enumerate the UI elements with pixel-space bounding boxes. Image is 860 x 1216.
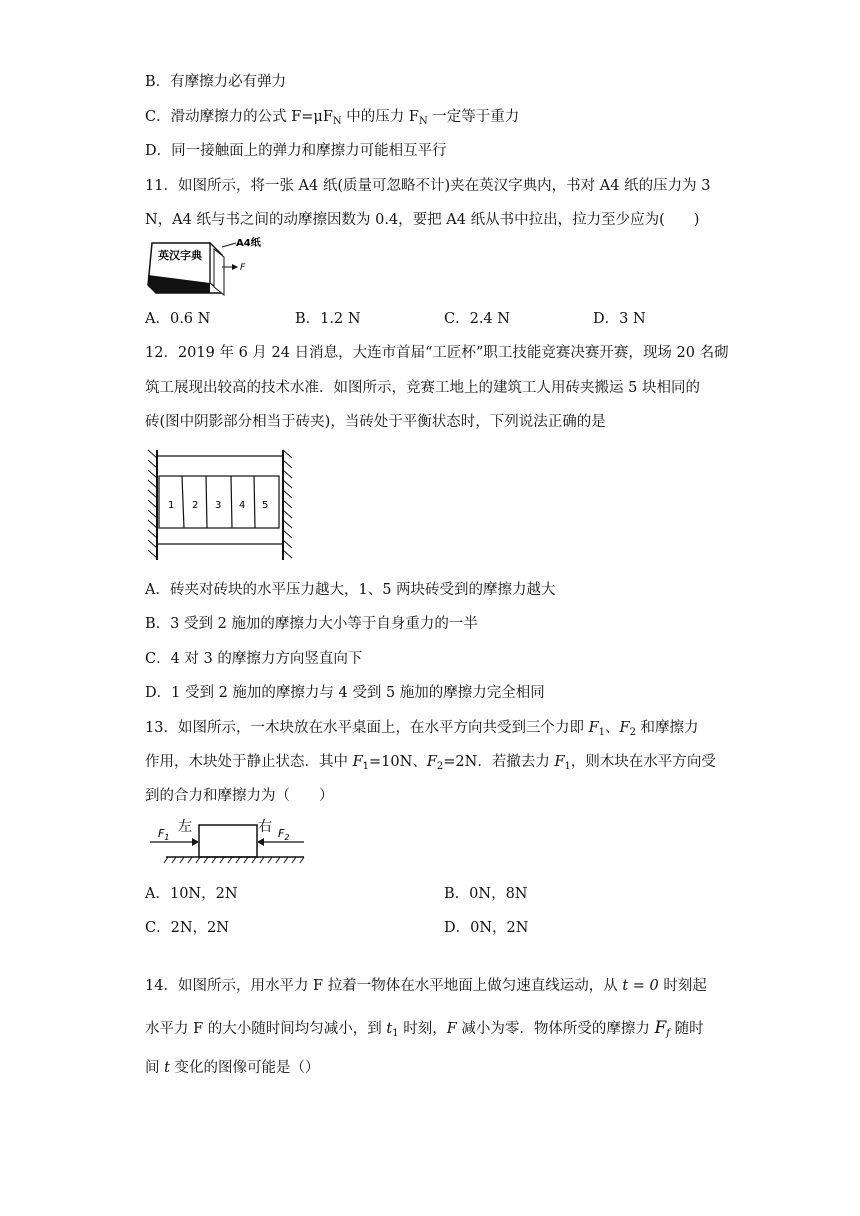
option-b-prev: B．有摩擦力必有弹力 [145, 74, 287, 90]
brick-label-4: 4 [239, 500, 246, 511]
brick-label-2: 2 [192, 500, 199, 511]
q13-f1-label: $F_1$ [158, 827, 170, 842]
q13-option-b[interactable]: B．0N，8N [444, 886, 528, 902]
brick-label-1: 1 [168, 500, 175, 511]
q11-option-a[interactable]: A．0.6 N [145, 311, 211, 327]
q11-force-label: F [240, 263, 246, 273]
q14-line3: 间 t 变化的图像可能是（） [145, 1060, 320, 1076]
q14-line2: 水平力 F 的大小随时间均匀减小，到 $t_1$ 时刻，F 减小为零．物体所受的摩擦力 $F_f$ 随时 [145, 1018, 704, 1039]
q11-option-b[interactable]: B．1.2 N [295, 311, 361, 327]
q12-option-b[interactable]: B．3 受到 2 施加的摩擦力大小等于自身重力的一半 [145, 616, 478, 632]
q11-book-label: 英汉字典 [158, 249, 202, 262]
q12-line3: 砖(图中阴影部分相当于砖夹)，当砖处于平衡状态时，下列说法正确的是 [145, 414, 606, 430]
option-d-prev: D．同一接触面上的弹力和摩擦力可能相互平行 [145, 143, 447, 159]
option-c-prev: C．滑动摩擦力的公式 $F=\mu F_N$ 中的压力 $F_N$ 一定等于重力 [145, 109, 520, 127]
q13-figure-block [146, 815, 306, 865]
q14-line1: 14．如图所示，用水平力 F 拉着一物体在水平地面上做匀速直线运动，从 t = 0 时刻起 [145, 978, 707, 994]
brick-label-5: 5 [262, 500, 269, 511]
q12-option-c[interactable]: C．4 对 3 的摩擦力方向竖直向下 [145, 651, 363, 667]
q12-option-d[interactable]: D．1 受到 2 施加的摩擦力与 4 受到 5 施加的摩擦力完全相同 [145, 685, 545, 701]
q11-line1: 11．如图所示，将一张 A4 纸(质量可忽略不计)夹在英汉字典内，书对 A4 纸的压力为 3 [145, 178, 711, 194]
q12-line1: 12．2019 年 6 月 24 日消息，大连市首届“工匠杯”职工技能竞赛决赛开赛，现场 20 名砌 [145, 345, 729, 361]
q12-option-a[interactable]: A．砖夹对砖块的水平压力越大，1、5 两块砖受到的摩擦力越大 [145, 582, 556, 598]
q13-line1: 13．如图所示，一木块放在水平桌面上，在水平方向共受到三个力即 $F_1$、$F_2$ 和摩擦力 [145, 720, 699, 738]
q13-option-a[interactable]: A．10N，2N [145, 886, 238, 902]
q13-f2-label: $F_2$ [278, 827, 290, 842]
q11-option-c[interactable]: C．2.4 N [444, 311, 510, 327]
q11-figure-dictionary [144, 235, 264, 305]
q13-line2: 作用，木块处于静止状态．其中 $F_1=10N$、$F_2=2N$．若撤去力 $F_1$，则木块在水平方向受 [145, 754, 716, 772]
q13-option-d[interactable]: D．0N，2N [444, 920, 529, 936]
q11-paper-label: A4纸 [236, 238, 261, 249]
q12-line2: 筑工展现出较高的技术水准．如图所示，竞赛工地上的建筑工人用砖夹搬运 5 块相同的 [145, 380, 700, 396]
q11-line2: N，A4 纸与书之间的动摩擦因数为 0.4，要把 A4 纸从书中拉出，拉力至少应为( ) [145, 212, 700, 228]
q13-right-label: 右 [258, 819, 272, 835]
q11-option-d[interactable]: D．3 N [593, 311, 646, 327]
q13-option-c[interactable]: C．2N，2N [145, 920, 229, 936]
brick-label-3: 3 [215, 500, 222, 511]
q13-left-label: 左 [178, 819, 192, 835]
q12-figure-bricks [144, 448, 296, 562]
q13-line3: 到的合力和摩擦力为（ ） [145, 788, 334, 804]
